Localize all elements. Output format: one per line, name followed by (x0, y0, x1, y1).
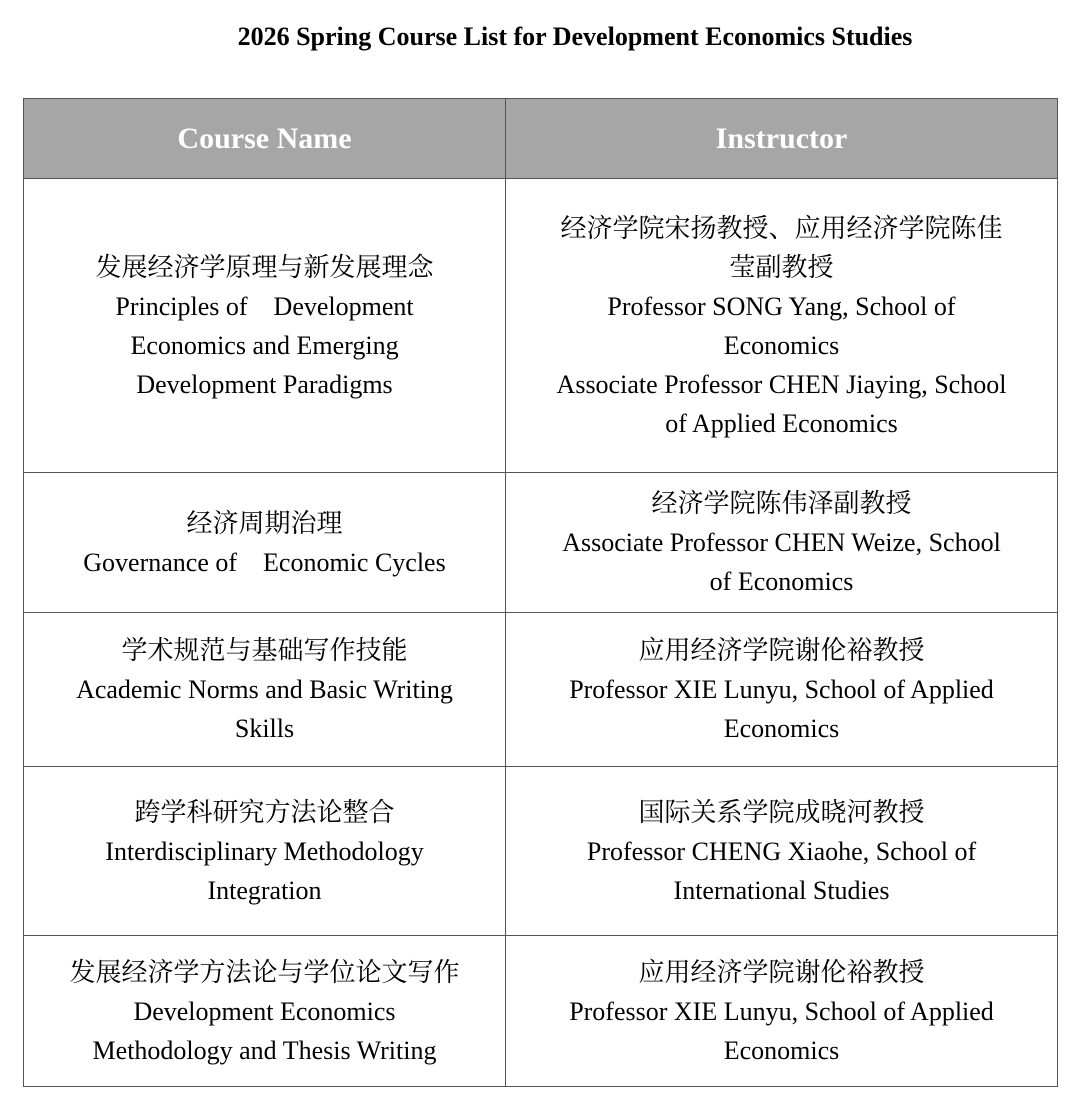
course-cell (24, 767, 506, 936)
instructor-cell-line: of Economics (709, 567, 854, 596)
header-course-name: Course Name (24, 99, 506, 179)
table-row (24, 179, 1058, 473)
instructor-cell-line: Associate Professor CHEN Weize, School (562, 528, 1001, 557)
instructor-cell (506, 179, 1058, 473)
instructor-cell-line: 莹副教授 (729, 252, 834, 282)
course-cell (24, 613, 506, 767)
table-header-row (24, 99, 1058, 179)
course-cell-line: 发展经济学原理与新发展理念 (95, 252, 434, 282)
instructor-cell-line: Professor XIE Lunyu, School of Applied (569, 675, 994, 704)
instructor-cell (506, 767, 1058, 936)
course-cell-line: Principles of Development (115, 291, 414, 321)
instructor-cell-line: Professor XIE Lunyu, School of Applied (569, 996, 994, 1026)
course-cell-line: Development Paradigms (136, 369, 393, 399)
course-table (23, 98, 1058, 1087)
instructor-cell-line: International Studies (673, 875, 890, 905)
course-cell-line: Economics and Emerging (130, 330, 399, 360)
course-cell-line: Methodology and Thesis Writing (92, 1035, 437, 1065)
instructor-cell-line: Associate Professor CHEN Jiaying, School (556, 369, 1007, 399)
instructor-cell-line: 国际关系学院成晓河教授 (638, 797, 925, 827)
instructor-cell-line: Economics (723, 1035, 840, 1065)
table-row (24, 936, 1058, 1087)
course-cell-line: Interdisciplinary Methodology (105, 836, 424, 866)
course-cell-line: Governance of Economic Cycles (83, 547, 446, 577)
course-cell-line: 经济周期治理 (186, 508, 343, 538)
document-title: 2026 Spring Course List for Development Economics Studies (237, 22, 913, 51)
course-cell (24, 179, 506, 473)
instructor-cell-line: Professor SONG Yang, School of (607, 291, 956, 321)
instructor-cell-line: 经济学院宋扬教授、应用经济学院陈佳 (560, 213, 1003, 243)
table-row (24, 473, 1058, 613)
course-cell (24, 936, 506, 1087)
course-cell-line: Integration (207, 875, 322, 905)
instructor-cell-line: Economics (723, 330, 840, 360)
course-cell-line: Skills (234, 714, 295, 743)
instructor-cell (506, 473, 1058, 613)
course-cell-line: 跨学科研究方法论整合 (134, 797, 395, 827)
instructor-cell (506, 936, 1058, 1087)
instructor-cell-line: 应用经济学院谢伦裕教授 (638, 636, 925, 665)
course-cell-line: Academic Norms and Basic Writing (76, 675, 453, 704)
instructor-cell-line: Professor CHENG Xiaohe, School of (586, 836, 977, 866)
course-cell-line: 学术规范与基础写作技能 (121, 636, 408, 665)
instructor-cell-line: 应用经济学院谢伦裕教授 (638, 957, 925, 987)
instructor-cell-line: of Applied Economics (665, 408, 898, 438)
table-row (24, 613, 1058, 767)
table-row (24, 767, 1058, 936)
instructor-cell-line: 经济学院陈伟泽副教授 (651, 489, 912, 518)
instructor-cell (506, 613, 1058, 767)
header-instructor: Instructor (506, 99, 1058, 179)
instructor-cell-line: Economics (723, 714, 840, 743)
course-cell-line: 发展经济学方法论与学位论文写作 (69, 957, 460, 987)
course-cell-line: Development Economics (133, 996, 396, 1026)
course-cell (24, 473, 506, 613)
